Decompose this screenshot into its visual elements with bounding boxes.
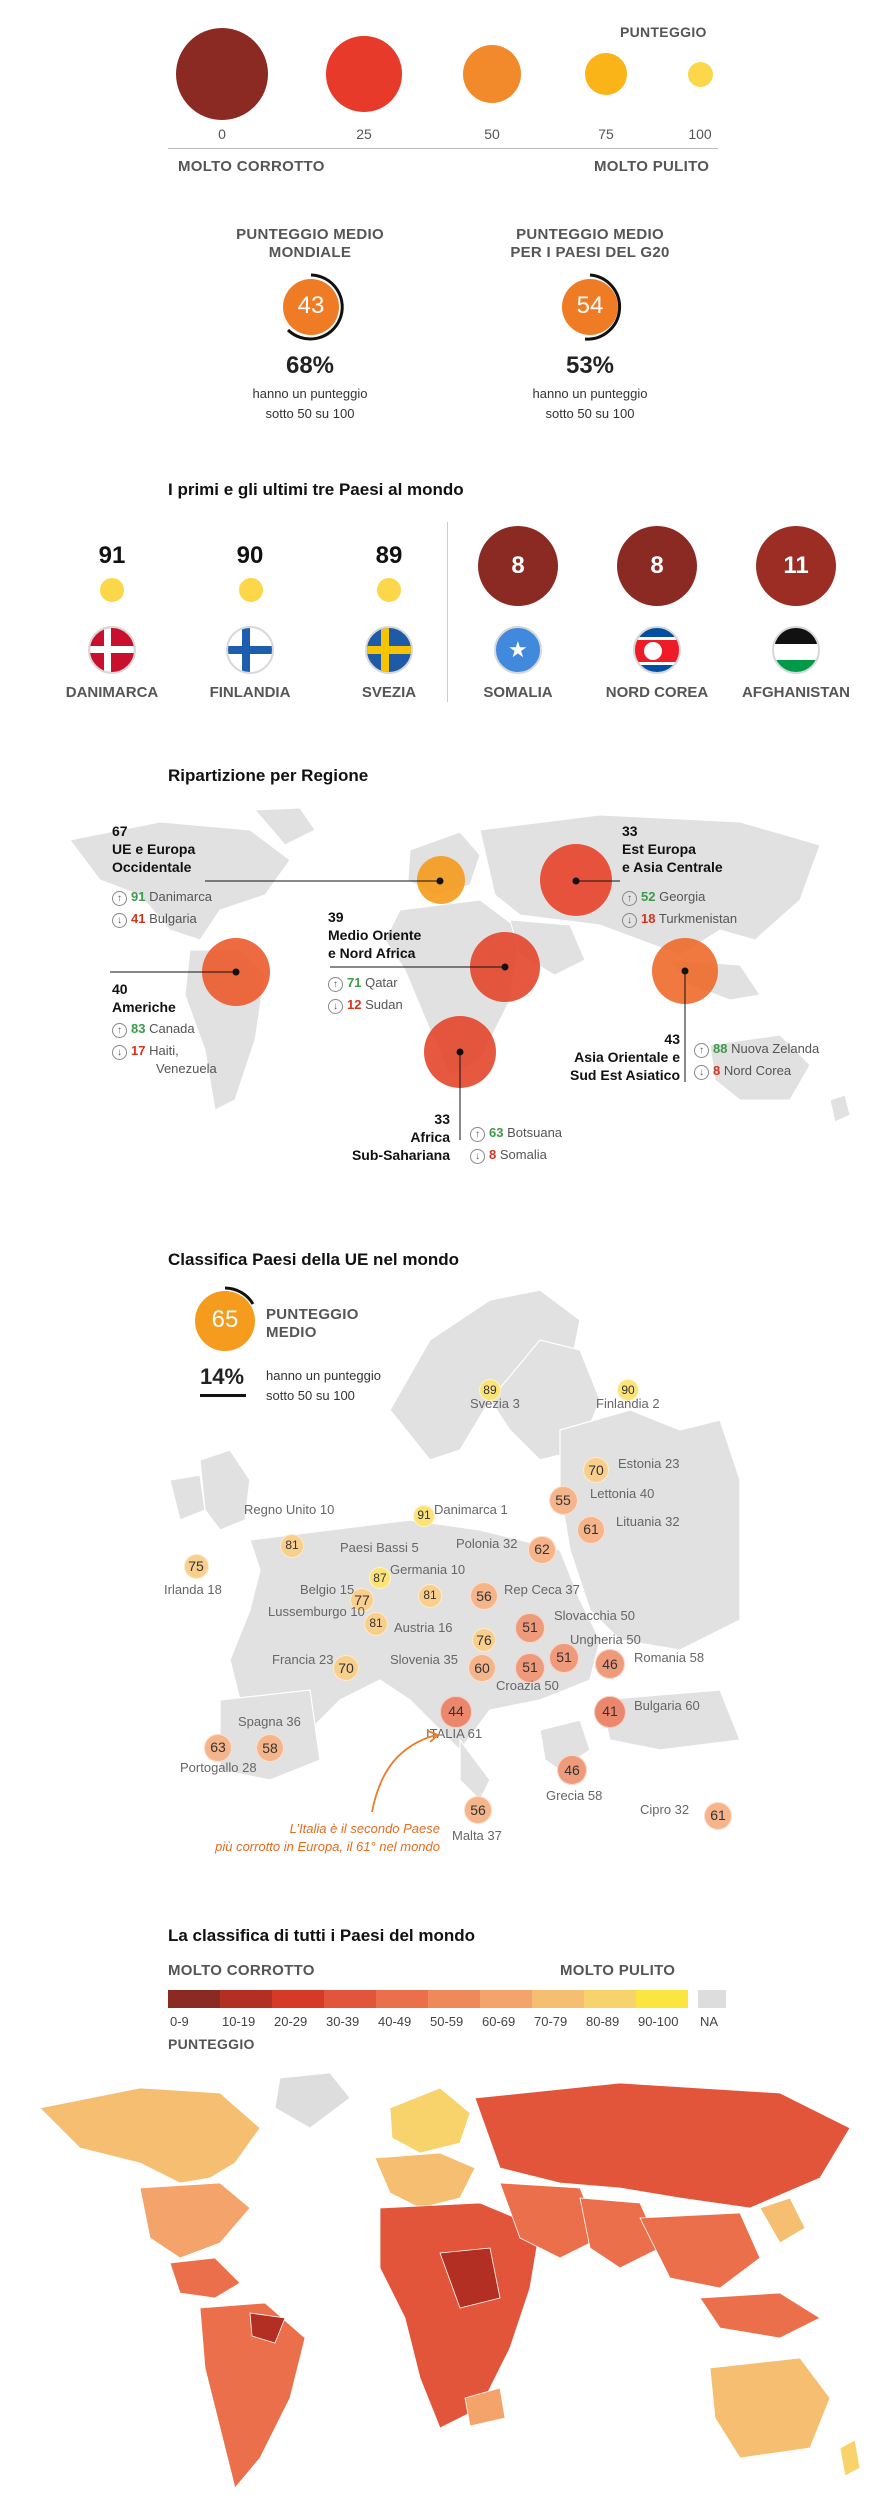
- regions-title: Ripartizione per Regione: [168, 766, 369, 785]
- eu-pct-sub-2: sotto 50 su 100: [266, 1388, 355, 1403]
- region-best-score: 83: [131, 1021, 146, 1036]
- eu-country-dot: 55: [549, 1486, 578, 1515]
- legend-label: 80-89: [586, 2014, 620, 2029]
- eu-pct: 14%: [200, 1364, 245, 1389]
- eu-country-label: Ungheria 50: [570, 1632, 641, 1647]
- eu-country-label: Grecia 58: [546, 1788, 603, 1803]
- arrow-down-icon: ↓: [470, 1149, 485, 1164]
- region-worst: Sudan: [365, 997, 403, 1012]
- legend-label: 40-49: [378, 2014, 412, 2029]
- region-worst-score: 8: [489, 1147, 497, 1162]
- region-worst: Bulgaria: [149, 911, 197, 926]
- eu-country-dot: 61: [577, 1516, 605, 1544]
- bottom-country-score: 8: [650, 552, 664, 579]
- eu-country-label: Belgio 15: [300, 1582, 355, 1597]
- eu-country-label: Paesi Bassi 5: [340, 1540, 419, 1555]
- eu-country-label: Lituania 32: [616, 1514, 680, 1529]
- legend-label: 30-39: [326, 2014, 360, 2029]
- region-worst-score: 17: [131, 1043, 146, 1058]
- world-avg-title-2: MONDIALE: [268, 244, 352, 261]
- scale-tick-label: 25: [356, 126, 372, 142]
- region-score: 67: [112, 823, 128, 839]
- eu-country-dot: 62: [528, 1536, 556, 1564]
- region-worst: Turkmenistan: [658, 911, 738, 926]
- top-country-name: FINLANDIA: [209, 684, 291, 701]
- eu-country-dot: 56: [464, 1796, 493, 1825]
- region-score: 43: [664, 1031, 680, 1047]
- bottom-country-score: 11: [783, 552, 809, 579]
- legend-swatch: [480, 1990, 532, 2008]
- scale-tick-label: 100: [688, 126, 712, 142]
- eu-country-dot: 60: [468, 1654, 496, 1682]
- eu-country-dot: 81: [364, 1612, 388, 1636]
- region-best-score: 91: [131, 889, 146, 904]
- eu-country-dot: 51: [549, 1643, 579, 1673]
- region-name-1: Americhe: [112, 999, 176, 1015]
- g20-avg-title-1: PUNTEGGIO MEDIO: [516, 226, 664, 243]
- eu-country-dot: 46: [595, 1649, 626, 1680]
- eu-country-dot: 70: [333, 1655, 359, 1681]
- eu-country-dot: 51: [515, 1653, 545, 1683]
- eu-country-label: Lussemburgo 10: [268, 1604, 365, 1619]
- region-score: 33: [434, 1111, 450, 1127]
- eu-country-label: ITALIA 61: [426, 1726, 483, 1741]
- legend-swatch: [272, 1990, 324, 2008]
- eu-title: Classifica Paesi della UE nel mondo: [168, 1250, 459, 1269]
- arrow-down-icon: ↓: [112, 1045, 127, 1060]
- eu-country-label: Regno Unito 10: [244, 1502, 335, 1517]
- region-score: 33: [622, 823, 638, 839]
- legend-swatch: [428, 1990, 480, 2008]
- eu-country-dot: 81: [280, 1534, 304, 1558]
- region-name-1: Asia Orientale e: [574, 1049, 680, 1065]
- top-country-score: 90: [236, 542, 264, 569]
- arrow-down-icon: ↓: [328, 999, 343, 1014]
- legend-swatch: [532, 1990, 584, 2008]
- region-best: Qatar: [365, 975, 398, 990]
- eu-country-dot: 70: [583, 1457, 609, 1483]
- eu-avg-label-2: MEDIO: [266, 1324, 317, 1341]
- eu-country-dot: 51: [515, 1613, 545, 1643]
- region-best: Canada: [149, 1021, 195, 1036]
- eu-country-dot: 75: [184, 1554, 209, 1579]
- bottom-country-score: 8: [511, 552, 525, 579]
- top-bottom-title: I primi e gli ultimi tre Paesi al mondo: [168, 480, 464, 499]
- eu-country-label: Estonia 23: [618, 1456, 680, 1471]
- eu-country-label: Rep Ceca 37: [504, 1582, 580, 1597]
- eu-country-label: Bulgaria 60: [634, 1698, 700, 1713]
- eu-country-label: Slovenia 35: [390, 1652, 458, 1667]
- eu-country-label: Romania 58: [634, 1650, 705, 1665]
- legend-label: 0-9: [170, 2014, 189, 2029]
- world-avg-sub-2: sotto 50 su 100: [265, 406, 355, 421]
- eu-avg-value: 65: [211, 1306, 239, 1333]
- eu-country-label: Portogallo 28: [180, 1760, 257, 1775]
- bottom-country-name: NORD COREA: [605, 684, 709, 701]
- region-worst: Somalia: [499, 1147, 547, 1162]
- arrow-up-icon: ↑: [694, 1043, 709, 1058]
- eu-pct-sub-1: hanno un punteggio: [266, 1368, 381, 1383]
- legend-swatch: [584, 1990, 636, 2008]
- region-worst-score: 41: [131, 911, 146, 926]
- eu-country-label: Cipro 32: [640, 1802, 690, 1817]
- legend-swatch: [324, 1990, 376, 2008]
- region-name-1: Africa: [410, 1129, 450, 1145]
- legend-label: 70-79: [534, 2014, 568, 2029]
- region-score: 39: [328, 909, 344, 925]
- region-best-score: 52: [641, 889, 656, 904]
- region-best-score: 63: [489, 1125, 504, 1140]
- arrow-up-icon: ↑: [622, 891, 637, 906]
- italy-note-1: L’Italia è il secondo Paese: [289, 1821, 440, 1836]
- bottom-country-name: AFGHANISTAN: [741, 684, 851, 701]
- eu-country-dot: 91: [413, 1505, 435, 1527]
- region-score: 40: [112, 981, 128, 997]
- eu-country-label: Danimarca 1: [434, 1502, 508, 1517]
- eu-country-dot: 58: [256, 1734, 284, 1762]
- region-worst-score: 8: [713, 1063, 721, 1078]
- region-worst-score: 12: [347, 997, 362, 1012]
- eu-country-label: Polonia 32: [456, 1536, 518, 1551]
- eu-country-label: Germania 10: [390, 1562, 466, 1577]
- region-worst-score: 18: [641, 911, 656, 926]
- eu-avg-label-1: PUNTEGGIO: [266, 1306, 359, 1323]
- eu-country-label: Irlanda 18: [164, 1582, 222, 1597]
- region-name-2: Sud Est Asiatico: [570, 1067, 680, 1083]
- legend-label: 10-19: [222, 2014, 256, 2029]
- eu-country-dot: 63: [204, 1734, 231, 1761]
- legend-label: 60-69: [482, 2014, 516, 2029]
- eu-country-label: Malta 37: [452, 1828, 502, 1843]
- eu-country-label: Slovacchia 50: [554, 1608, 635, 1623]
- top-country-name: DANIMARCA: [65, 684, 159, 701]
- scale-left-label: MOLTO CORROTTO: [178, 158, 325, 175]
- scale-tick-label: 0: [218, 126, 226, 142]
- eu-country-label: Croazia 50: [496, 1678, 559, 1693]
- legend-label: NA: [700, 2014, 719, 2029]
- eu-country-dot: 89: [479, 1379, 501, 1401]
- eu-country-dot: 46: [557, 1755, 588, 1786]
- world-avg-title-1: PUNTEGGIO MEDIO: [236, 226, 384, 243]
- legend-label: 20-29: [274, 2014, 308, 2029]
- eu-country-dot: 56: [470, 1582, 499, 1611]
- world-map-axis-label: PUNTEGGIO: [168, 2036, 255, 2052]
- arrow-up-icon: ↑: [112, 1023, 127, 1038]
- eu-country-dot: 41: [594, 1696, 626, 1728]
- world-choropleth-map: [20, 2068, 874, 2508]
- italy-note: [170, 1820, 440, 1856]
- region-worst: Haiti,: [149, 1043, 179, 1058]
- legend-label: 90-100: [638, 2014, 679, 2029]
- eu-country-dot: 61: [704, 1802, 732, 1830]
- region-name-1: Medio Oriente: [328, 927, 422, 943]
- region-name-2: e Nord Africa: [328, 945, 416, 961]
- g20-avg-pct: 53%: [565, 352, 615, 379]
- eu-country-label: Finlandia 2: [596, 1396, 660, 1411]
- world-map-left-label: MOLTO CORROTTO: [168, 1962, 315, 1979]
- region-best-score: 88: [713, 1041, 728, 1056]
- somalia-flag-icon: ★: [494, 626, 542, 674]
- eu-country-label: Lettonia 40: [590, 1486, 655, 1501]
- region-best-score: 71: [347, 975, 362, 990]
- region-best: Nuova Zelanda: [731, 1041, 820, 1056]
- region-name-2: Sub-Sahariana: [351, 1147, 450, 1163]
- world-avg-sub-1: hanno un punteggio: [252, 386, 368, 401]
- g20-avg-value: 54: [576, 292, 604, 319]
- region-worst: Nord Corea: [723, 1063, 792, 1078]
- region-best: Danimarca: [149, 889, 212, 904]
- arrow-down-icon: ↓: [622, 913, 637, 928]
- arrow-down-icon: ↓: [694, 1065, 709, 1080]
- scale-tick-label: 75: [598, 126, 614, 142]
- legend-label: 50-59: [430, 2014, 464, 2029]
- top-country-score: 91: [98, 542, 126, 569]
- arrow-up-icon: ↑: [112, 891, 127, 906]
- g20-avg-title-2: PER I PAESI DEL G20: [510, 244, 670, 261]
- eu-country-label: Austria 16: [394, 1620, 453, 1635]
- world-avg-value: 43: [297, 292, 325, 319]
- world-map-title: La classifica di tutti i Paesi del mondo: [168, 1926, 476, 1945]
- region-worst-2: Venezuela: [156, 1061, 217, 1076]
- eu-country-label: Svezia 3: [470, 1396, 520, 1411]
- scale-tick-label: 50: [484, 126, 500, 142]
- g20-avg-sub-1: hanno un punteggio: [532, 386, 648, 401]
- legend-swatch: [220, 1990, 272, 2008]
- scale-title: PUNTEGGIO: [620, 24, 707, 40]
- region-name-2: Occidentale: [112, 859, 192, 875]
- region-name-2: e Asia Centrale: [622, 859, 723, 875]
- region-best: Botsuana: [507, 1125, 563, 1140]
- arrow-up-icon: ↑: [328, 977, 343, 992]
- region-name-1: UE e Europa: [112, 841, 196, 857]
- scale-right-label: MOLTO PULITO: [594, 158, 710, 175]
- legend-swatch: [636, 1990, 688, 2008]
- arrow-down-icon: ↓: [112, 913, 127, 928]
- top-country-name: SVEZIA: [361, 684, 417, 701]
- eu-country-dot: 87: [369, 1567, 392, 1590]
- eu-country-dot: 90: [617, 1379, 639, 1401]
- eu-country-label: Francia 23: [272, 1652, 334, 1667]
- eu-country-dot: 44: [440, 1696, 471, 1727]
- eu-country-dot: 76: [472, 1628, 497, 1653]
- legend-swatch: [698, 1990, 726, 2008]
- top-country-score: 89: [375, 542, 403, 569]
- legend-swatch: [376, 1990, 428, 2008]
- arrow-up-icon: ↑: [470, 1127, 485, 1142]
- legend-swatch: [168, 1990, 220, 2008]
- eu-country-dot: 77: [350, 1588, 375, 1613]
- bottom-country-name: SOMALIA: [483, 684, 553, 701]
- region-name-1: Est Europa: [622, 841, 696, 857]
- g20-avg-sub-2: sotto 50 su 100: [545, 406, 635, 421]
- eu-country-dot: 81: [418, 1584, 442, 1608]
- eu-country-label: Spagna 36: [238, 1714, 301, 1729]
- world-map-right-label: MOLTO PULITO: [560, 1962, 676, 1979]
- region-best: Georgia: [659, 889, 706, 904]
- italy-note-2: più corrotto in Europa, il 61° nel mondo: [215, 1839, 440, 1854]
- world-avg-pct: 68%: [285, 352, 335, 379]
